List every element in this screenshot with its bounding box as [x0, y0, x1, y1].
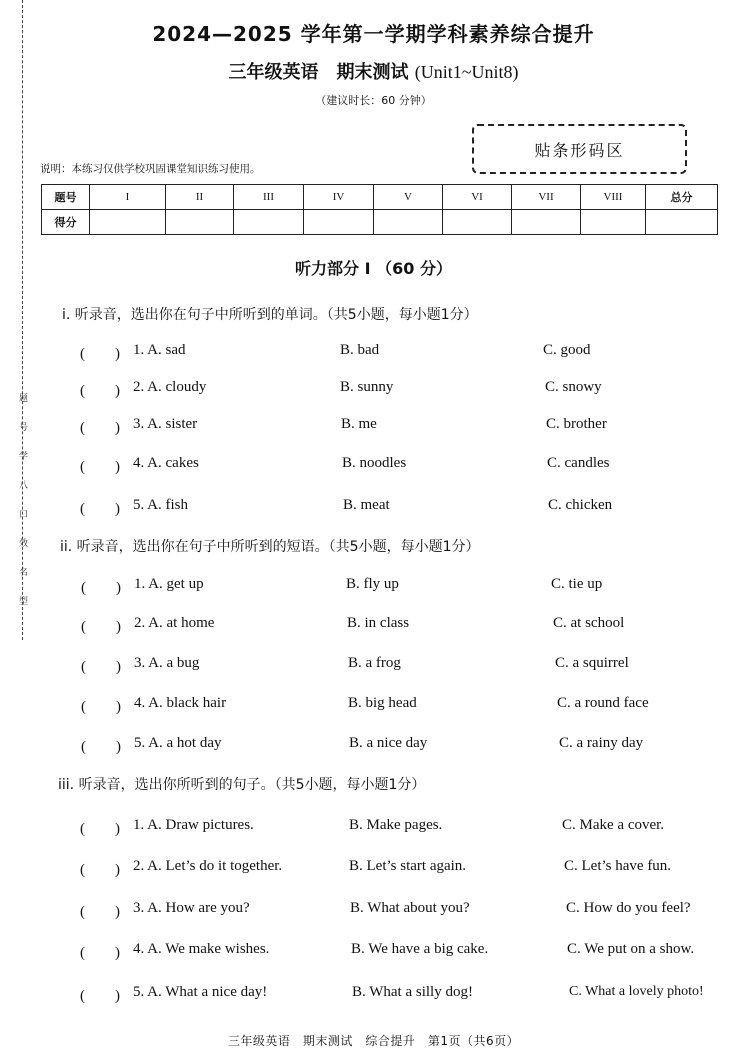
option-c: C. snowy [545, 379, 602, 395]
side-char: 号 [19, 423, 29, 433]
question-row [0, 817, 747, 839]
score-table-cell: 题号 [42, 185, 90, 210]
answer-blank[interactable]: ( ) [80, 821, 120, 837]
option-b: B. noodles [342, 455, 407, 471]
question-row [0, 941, 747, 963]
section-instruction: i. 听录音，选出你在句子中所听到的单词。（共5小题，每小题1分） [62, 307, 478, 323]
question-row [0, 615, 747, 637]
question-row [0, 379, 747, 401]
question-row [0, 858, 747, 880]
score-input-cell[interactable] [234, 210, 304, 235]
suggested-duration: （建议时长：60 分钟） [315, 94, 432, 107]
question-row [0, 695, 747, 717]
option-a: 4. A. We make wishes. [133, 941, 270, 957]
side-char: 学 [19, 452, 29, 462]
option-a: 4. A. cakes [133, 455, 199, 471]
barcode-area: 贴条形码区 [472, 124, 687, 174]
option-a: 5. A. fish [133, 497, 189, 513]
usage-note: 说明：本练习仅供学校巩固课堂知识练习使用。 [40, 163, 261, 175]
option-a: 3. A. How are you? [133, 900, 250, 916]
score-input-cell[interactable] [443, 210, 512, 235]
score-input-cell[interactable] [374, 210, 443, 235]
listening-section-title: 听力部分 I （60 分） [295, 259, 452, 278]
score-table-score-row [42, 210, 718, 235]
option-a: 2. A. cloudy [133, 379, 207, 395]
score-input-cell[interactable] [90, 210, 166, 235]
question-row [0, 455, 747, 477]
option-a: 1. A. get up [134, 576, 204, 592]
side-char: 型 [19, 597, 29, 607]
option-c: C. good [543, 342, 591, 358]
score-input-cell[interactable] [646, 210, 718, 235]
option-c: C. a rainy day [559, 735, 644, 751]
exam-title: 2024—2025 学年第一学期学科素养综合提升 [152, 22, 595, 46]
option-b: B. What a silly dog! [352, 984, 473, 1000]
option-b: B. fly up [346, 576, 399, 592]
score-table-cell: IV [304, 185, 374, 210]
score-input-cell[interactable] [581, 210, 646, 235]
option-b: B. meat [343, 497, 390, 513]
page-footer: 三年级英语 期末测试 综合提升 第1页（共6页） [227, 1034, 520, 1048]
score-input-cell[interactable] [512, 210, 581, 235]
option-b: B. bad [340, 342, 380, 358]
score-table-cell: I [90, 185, 166, 210]
option-c: C. Make a cover. [562, 817, 665, 833]
score-table-header-row [42, 185, 718, 210]
answer-blank[interactable]: ( ) [80, 383, 120, 399]
answer-blank[interactable]: ( ) [81, 580, 121, 596]
answer-blank[interactable]: ( ) [80, 988, 120, 1004]
option-c: C. at school [553, 615, 625, 631]
option-c: C. chicken [548, 497, 613, 513]
option-c: C. a round face [557, 695, 649, 711]
option-a: 3. A. sister [133, 416, 198, 432]
option-b: B. me [341, 416, 377, 432]
option-c: C. We put on a show. [567, 941, 695, 957]
option-a: 1. A. Draw pictures. [133, 817, 254, 833]
option-a: 5. A. a hot day [134, 735, 222, 751]
answer-blank[interactable]: ( ) [80, 904, 120, 920]
option-b: B. Make pages. [349, 817, 443, 833]
option-c: C. brother [546, 416, 607, 432]
answer-blank[interactable]: ( ) [81, 699, 121, 715]
option-a: 3. A. a bug [134, 655, 200, 671]
answer-blank[interactable]: ( ) [80, 862, 120, 878]
option-b: B. We have a big cake. [351, 941, 489, 957]
answer-blank[interactable]: ( ) [80, 501, 120, 517]
question-row [0, 576, 747, 598]
option-c: C. What a lovely photo! [569, 984, 704, 999]
option-b: B. sunny [340, 379, 394, 395]
side-char: 效 [19, 539, 29, 549]
answer-blank[interactable]: ( ) [80, 420, 120, 436]
option-a: 4. A. black hair [134, 695, 227, 711]
option-b: B. big head [348, 695, 417, 711]
score-table-cell: II [166, 185, 234, 210]
exam-subtitle [0, 58, 747, 84]
answer-blank[interactable]: ( ) [81, 659, 121, 675]
side-char: 口 [19, 510, 29, 520]
question-row [0, 900, 747, 922]
option-b: B. a frog [348, 655, 401, 671]
score-table-cell: 总分 [646, 185, 718, 210]
section-instruction: iii. 听录音，选出你所听到的句子。（共5小题，每小题1分） [58, 777, 426, 793]
question-row [0, 342, 747, 364]
side-char: 题 [19, 394, 29, 404]
score-table-cell: VI [443, 185, 512, 210]
option-a: 1. A. sad [133, 342, 186, 358]
option-c: C. a squirrel [555, 655, 629, 671]
answer-blank[interactable]: ( ) [81, 619, 121, 635]
score-table-cell: VII [512, 185, 581, 210]
option-c: C. candles [547, 455, 610, 471]
exam-subtitle-main: 三年级英语 期末测试 [228, 62, 409, 83]
option-a: 2. A. at home [134, 615, 215, 631]
score-input-cell[interactable] [304, 210, 374, 235]
exam-subtitle-units: (Unit1~Unit8) [414, 62, 519, 82]
score-table [41, 184, 718, 235]
option-c: C. Let’s have fun. [564, 858, 672, 874]
score-table-cell: VIII [581, 185, 646, 210]
option-c: C. tie up [551, 576, 603, 592]
question-row [0, 416, 747, 438]
section-instruction: ii. 听录音，选出你在句子中所听到的短语。（共5小题，每小题1分） [60, 539, 480, 555]
score-input-cell[interactable] [166, 210, 234, 235]
option-b: B. Let’s start again. [349, 858, 467, 874]
question-row [0, 984, 747, 1006]
side-char: 八 [19, 481, 29, 491]
answer-blank[interactable]: ( ) [80, 945, 120, 961]
option-b: B. in class [347, 615, 410, 631]
option-a: 5. A. What a nice day! [133, 984, 268, 1000]
question-row [0, 655, 747, 677]
score-table-cell: 得分 [42, 210, 90, 235]
option-a: 2. A. Let’s do it together. [133, 858, 283, 874]
option-b: B. a nice day [349, 735, 428, 751]
question-row [0, 497, 747, 519]
answer-blank[interactable]: ( ) [80, 459, 120, 475]
option-b: B. What about you? [350, 900, 470, 916]
question-row [0, 735, 747, 757]
side-char: 名 [19, 568, 29, 578]
option-c: C. How do you feel? [566, 900, 691, 916]
answer-blank[interactable]: ( ) [80, 346, 120, 362]
score-table-cell: V [374, 185, 443, 210]
answer-blank[interactable]: ( ) [81, 739, 121, 755]
score-table-cell: III [234, 185, 304, 210]
